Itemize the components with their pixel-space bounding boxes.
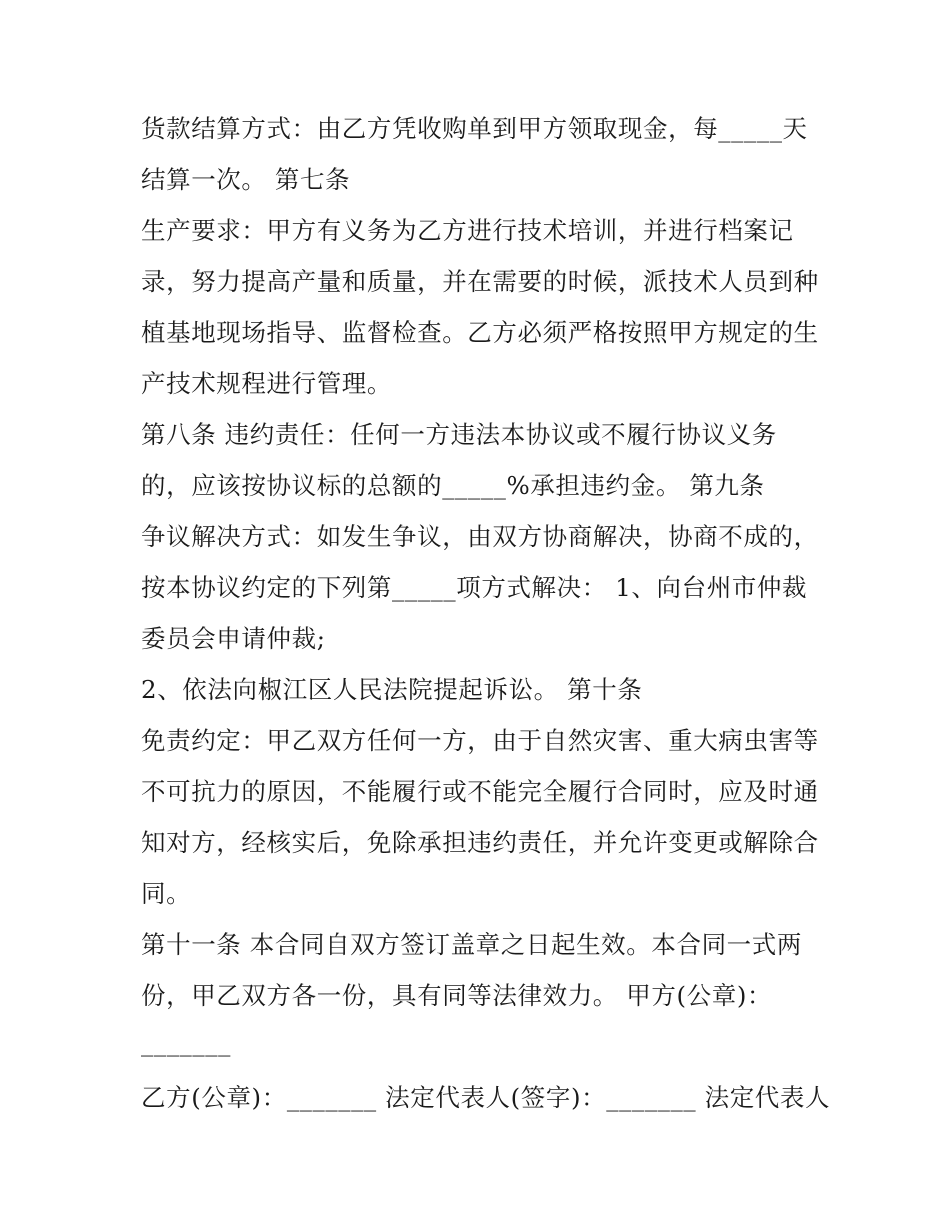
text-line: 生产要求：甲方有义务为乙方进行技术培训，并进行档案记: [141, 216, 794, 245]
text-line: 录，努力提高产量和质量，并在需要的时候，派技术人员到种: [141, 267, 819, 296]
text-line: 免责约定：甲乙双方任何一方，由于自然灾害、重大病虫害等: [141, 726, 819, 755]
text-line: 份，甲乙双方各一份，具有同等法律效力。 甲方(公章)：: [141, 981, 773, 1010]
text-line: 第十一条 本合同自双方签订盖章之日起生效。本合同一式两: [141, 930, 802, 959]
text-line: 产技术规程进行管理。: [141, 369, 392, 398]
text-line: 争议解决方式：如发生争议，由双方协商解决，协商不成的，: [141, 522, 819, 551]
text-line: 按本协议约定的下列第_____项方式解决： 1、向台州市仲裁: [141, 573, 808, 602]
text-line: 2、依法向椒江区人民法院提起诉讼。 第十条: [141, 675, 643, 704]
text-line: 乙方(公章)：_______ 法定代表人(签字)：_______ 法定代表人: [141, 1083, 831, 1112]
text-line: 委员会申请仲裁;: [141, 624, 326, 653]
text-line: 货款结算方式：由乙方凭收购单到甲方领取现金，每_____天: [141, 114, 808, 143]
text-line: 第八条 违约责任：任何一方违法本协议或不履行协议义务: [141, 420, 777, 449]
text-line: 知对方，经核实后，免除承担违约责任，并允许变更或解除合: [141, 828, 819, 857]
text-line: 的，应该按协议标的总额的_____%承担违约金。 第九条: [141, 471, 765, 500]
signature-blank: _______: [141, 1028, 231, 1057]
text-line: 同。: [141, 879, 192, 908]
text-line: 植基地现场指导、监督检查。乙方必须严格按照甲方规定的生: [141, 318, 819, 347]
text-line: 不可抗力的原因，不能履行或不能完全履行合同时，应及时通: [141, 777, 819, 806]
text-line: 结算一次。 第七条: [141, 165, 351, 194]
